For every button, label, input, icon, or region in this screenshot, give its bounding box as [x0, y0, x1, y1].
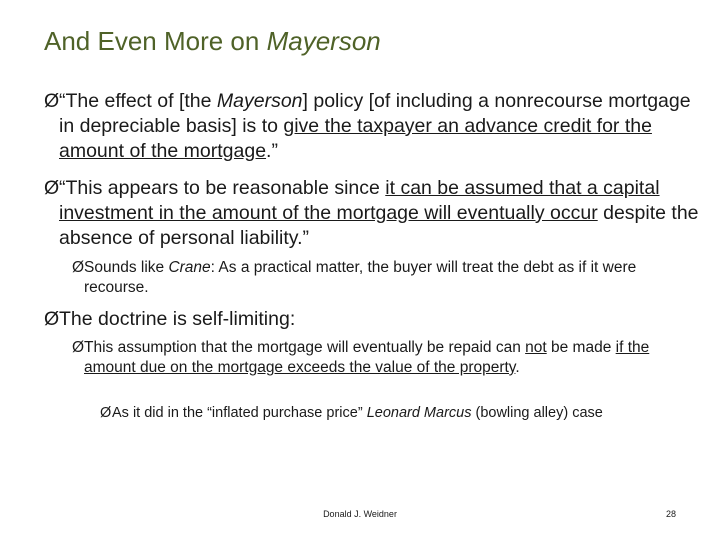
- underlined-text: give the taxpayer an advance credit for the amount of the mortgage: [59, 115, 652, 162]
- subbullet-crane: [72, 258, 694, 298]
- bullet-text: (bowling alley) case: [471, 405, 603, 421]
- bullet-text: : As a practical matter, the buyer will treat the debt as if it were recourse.: [84, 259, 637, 296]
- case-name: Crane: [168, 259, 211, 276]
- bullet-text: “The effect of [the: [59, 90, 217, 112]
- title-case-name: Mayerson: [266, 26, 381, 56]
- bullet-text: As it did in the “inflated purchase price”: [112, 405, 367, 421]
- bullet-mayerson-effect: [44, 89, 709, 164]
- bullet-reasonable: [44, 176, 709, 251]
- bullet-text: be made: [546, 339, 616, 356]
- bullet-arrow-icon: Ø: [44, 308, 60, 330]
- bullet-text: despite the absence of personal liability.”: [59, 202, 699, 249]
- underlined-text: it can be assumed that a capital investment in the amount of the mortgage will eventually occur: [59, 177, 660, 224]
- footer-author: Donald J. Weidner: [323, 509, 397, 519]
- bullet-text: ] policy [of including a nonrecourse mortgage in depreciable basis] is to: [59, 90, 691, 137]
- case-name: Mayerson: [216, 90, 303, 112]
- slide-title: [44, 26, 381, 57]
- bullet-arrow-icon: Ø: [44, 177, 60, 199]
- bullet-arrow-icon: Ø: [72, 339, 85, 356]
- bullet-arrow-icon: Ø: [72, 259, 85, 276]
- bullet-text: This assumption that the mortgage will eventually be repaid can: [84, 339, 526, 356]
- title-prefix: And Even More on: [44, 26, 267, 56]
- bullet-text: The doctrine is self-limiting:: [59, 308, 296, 330]
- bullet-text: .”: [266, 140, 278, 162]
- underlined-text: if the amount due on the mortgage exceeds the value of the property: [84, 339, 650, 376]
- bullet-text: Sounds like: [84, 259, 169, 276]
- subbullet-assumption: [72, 338, 694, 378]
- page-number: 28: [665, 509, 676, 519]
- subsubbullet-leonard-marcus: [100, 404, 700, 423]
- bullet-text: .: [515, 359, 520, 376]
- case-name: Leonard Marcus: [366, 405, 472, 421]
- underlined-text: not: [525, 339, 547, 356]
- bullet-self-limiting: [44, 307, 709, 332]
- bullet-arrow-icon: Ø: [44, 90, 60, 112]
- bullet-arrow-icon: Ø: [100, 405, 112, 421]
- bullet-text: “This appears to be reasonable since: [59, 177, 386, 199]
